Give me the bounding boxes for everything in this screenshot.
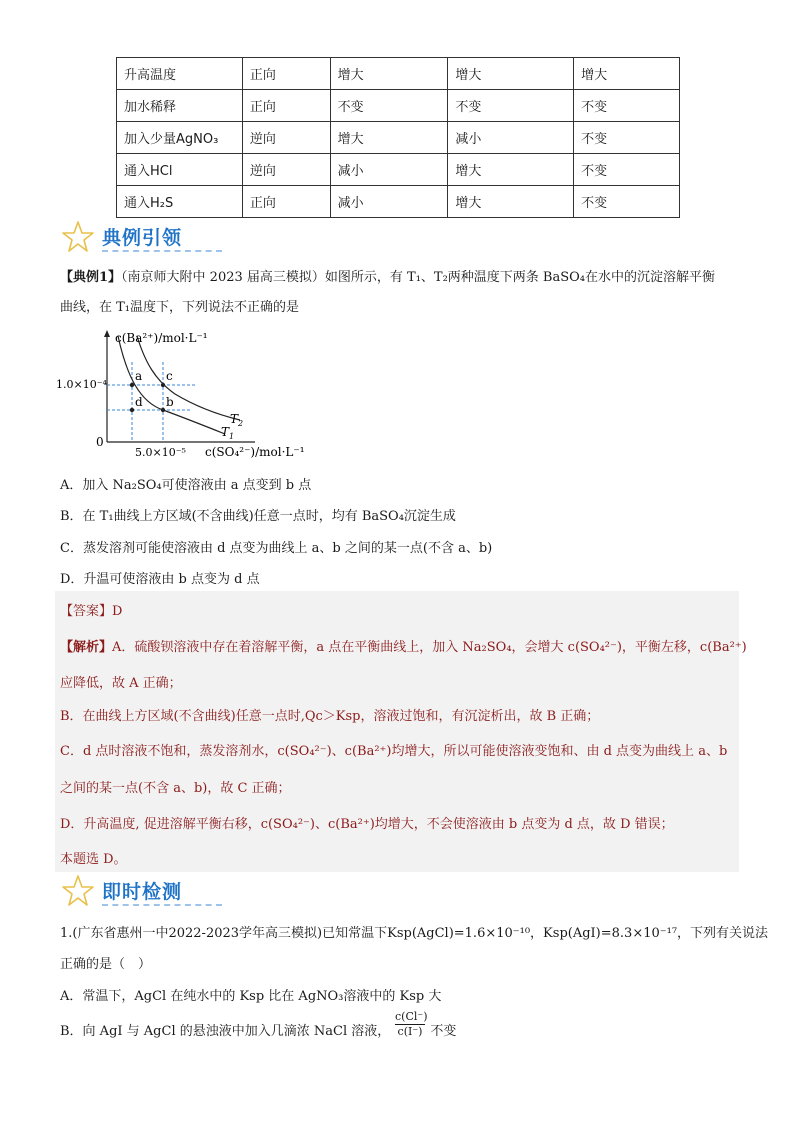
table-cell: 正向 [242, 58, 330, 90]
table-cell: 升高温度 [117, 58, 243, 90]
section-title: 典例引领 [102, 227, 183, 249]
solubility-graph [55, 322, 325, 467]
point-c [161, 383, 165, 387]
title-underline [102, 904, 222, 906]
table-row [117, 186, 680, 218]
table-row [117, 90, 680, 122]
label-a: a [135, 369, 143, 383]
equilibrium-table [116, 57, 680, 218]
star-icon [60, 873, 96, 909]
table-cell: 不变 [574, 186, 680, 218]
table-cell: 增大 [330, 58, 448, 90]
section-title: 即时检测 [102, 881, 183, 903]
table-cell: 减小 [330, 154, 448, 186]
table-row [117, 58, 680, 90]
table-cell: 增大 [330, 122, 448, 154]
curve-t2 [137, 336, 240, 420]
analysis-final: 本题选 D。 [60, 852, 127, 867]
point-b [161, 408, 165, 412]
example-text-1: （南京师大附中 2023 届高三模拟）如图所示，有 T₁、T₂两种温度下两条 BaSO₄在水中的沉淀溶解平衡 [121, 270, 716, 285]
table-cell: 不变 [448, 90, 574, 122]
table-row [117, 154, 680, 186]
example-tag: 【典例1】 [60, 270, 122, 285]
analysis-c-line-1: C．d 点时溶液不饱和，蒸发溶剂水，c(SO₄²⁻)、c(Ba²⁺)均增大，所以可能使溶液变饱和、由 d 点变为曲线上 a、b [60, 744, 728, 759]
table-cell: 通入H₂S [117, 186, 243, 218]
table-cell: 增大 [574, 58, 680, 90]
q1-line-2: 正确的是（ ） [60, 957, 152, 972]
section-header-examples [60, 219, 360, 255]
table-cell: 增大 [448, 58, 574, 90]
analysis-a-line-2: 应降低，故 A 正确； [60, 676, 182, 691]
table-cell: 通入HCl [117, 154, 243, 186]
x-axis-label: c(SO₄²⁻)/mol·L⁻¹ [205, 445, 305, 459]
table-cell: 加入少量AgNO₃ [117, 122, 243, 154]
y-axis-arrow [104, 330, 110, 337]
analysis-tag: 【解析】 [60, 640, 113, 655]
analysis-a-text: A．硫酸钡溶液中存在着溶解平衡，a 点在平衡曲线上，加入 Na₂SO₄，会增大 c(SO₄²⁻)，平衡左移，c(Ba²⁺) [112, 640, 747, 655]
point-a [130, 383, 134, 387]
answer-label: 【答案】D [60, 604, 123, 619]
option-a: A．加入 Na₂SO₄可使溶液由 a 点变到 b 点 [60, 478, 312, 493]
example-line-2: 曲线，在 T₁温度下，下列说法不正确的是 [60, 300, 300, 315]
analysis-b: B．在曲线上方区域(不含曲线)任意一点时,Qc＞Ksp，溶液过饱和，有沉淀析出，故 B 正确； [60, 709, 600, 724]
point-d [130, 408, 134, 412]
star-icon [60, 219, 96, 255]
table-cell: 不变 [574, 154, 680, 186]
origin-label: 0 [96, 435, 104, 449]
label-t1: $T_1$ [221, 425, 235, 441]
table-cell: 增大 [448, 186, 574, 218]
table-cell: 加水稀释 [117, 90, 243, 122]
option-b: B．在 T₁曲线上方区域(不含曲线)任意一点时，均有 BaSO₄沉淀生成 [60, 509, 456, 524]
analysis-d: D．升高温度, 促进溶解平衡右移，c(SO₄²⁻)、c(Ba²⁺)均增大，不会使溶液由 b 点变为 d 点，故 D 错误； [60, 817, 674, 832]
table-cell: 正向 [242, 90, 330, 122]
concentration-fraction [395, 1010, 428, 1038]
q1-option-b-text: B．向 AgI 与 AgCl 的悬浊液中加入几滴浓 NaCl 溶液， [60, 1024, 391, 1039]
label-d: d [135, 395, 143, 409]
label-t2: $T_2$ [230, 412, 244, 428]
y-tick-label: 1.0×10⁻⁴ [56, 378, 107, 391]
table-cell: 不变 [574, 90, 680, 122]
y-axis-label: c(Ba²⁺)/mol·L⁻¹ [115, 331, 208, 345]
title-underline [102, 250, 222, 252]
analysis-a-line-1 [60, 636, 747, 655]
analysis-c-line-2: 之间的某一点(不含 a、b)，故 C 正确； [60, 781, 291, 796]
q1-option-a: A．常温下，AgCl 在纯水中的 Ksp 比在 AgNO₃溶液中的 Ksp 大 [60, 989, 442, 1004]
option-c: C．蒸发溶剂可能使溶液由 d 点变为曲线上 a、b 之间的某一点(不含 a、b) [60, 541, 493, 556]
table-cell: 逆向 [242, 154, 330, 186]
fraction-denominator: c(I⁻) [397, 1025, 423, 1038]
example-line-1 [60, 266, 715, 285]
q1-option-b-tail: 不变 [430, 1024, 457, 1039]
table-cell: 逆向 [242, 122, 330, 154]
table-cell: 减小 [330, 186, 448, 218]
table-cell: 不变 [330, 90, 448, 122]
table-cell: 正向 [242, 186, 330, 218]
table-cell: 不变 [574, 122, 680, 154]
option-d: D．升温可使溶液由 b 点变为 d 点 [60, 572, 260, 587]
label-b: b [166, 395, 174, 409]
section-header-quick-check [60, 873, 360, 909]
table-row [117, 122, 680, 154]
label-c: c [166, 369, 173, 383]
table-cell: 减小 [448, 122, 574, 154]
x-tick-label: 5.0×10⁻⁵ [135, 446, 186, 459]
fraction-numerator: c(Cl⁻) [395, 1010, 428, 1023]
table-cell: 增大 [448, 154, 574, 186]
q1-line-1: 1.(广东省惠州一中2022-2023学年高三模拟)已知常温下Ksp(AgCl)=1.6×10⁻¹⁰，Ksp(AgI)=8.3×10⁻¹⁷，下列有关说法 [60, 926, 769, 941]
